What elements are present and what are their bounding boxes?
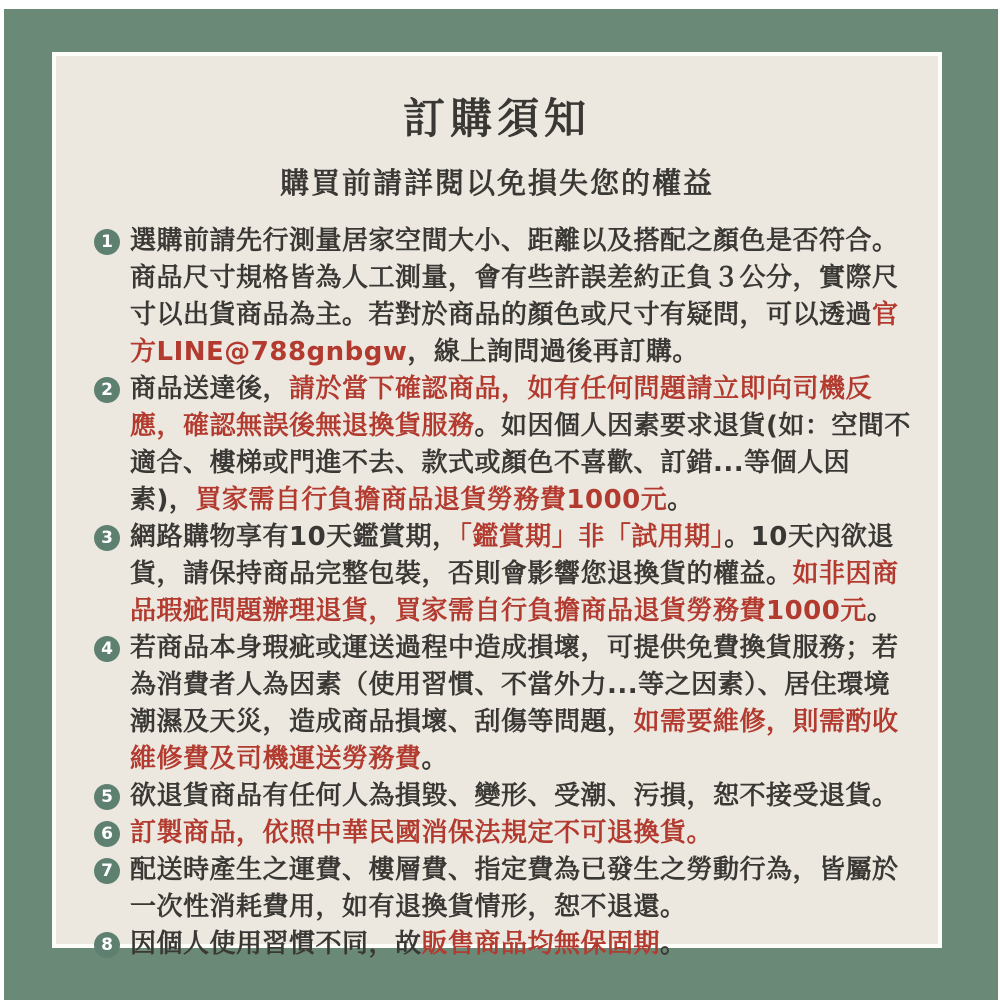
highlight-text: 買家需自行負擔商品退貨勞務費1000元 [195, 485, 668, 515]
highlight-text: 「鑑賞期」非「試用期」 [458, 522, 725, 552]
notice-item-1 [94, 223, 914, 371]
item-number-badge: 6 [94, 821, 120, 847]
body-text: 。 [660, 929, 687, 959]
green-frame [4, 9, 998, 1000]
body-text: 網路購物享有10天鑑賞期， [130, 522, 459, 552]
highlight-text: 訂製商品，依照中華民國消保法規定不可退換貨。 [130, 818, 714, 848]
notice-item-7 [94, 852, 914, 926]
highlight-text: 如需要維修，則需酌收維修費及司機運送勞務費 [130, 707, 899, 774]
notice-item-2 [94, 371, 914, 519]
highlight-text: 官方LINE@788gnbgw [130, 300, 899, 367]
body-text: 因個人使用習慣不同，故 [130, 929, 422, 959]
body-text: 欲退貨商品有任何人為損毀、變形、受潮、污損，恕不接受退貨。 [130, 781, 899, 811]
page-subtitle: 購買前請詳閱以免損失您的權益 [279, 166, 714, 200]
body-text: 配送時產生之運費、樓層費、指定費為已發生之勞動行為，皆屬於一次性消耗費用，如有退換貨情形，恕不退還。 [130, 855, 899, 922]
item-number-badge: 8 [94, 932, 120, 958]
body-text: 若商品本身瑕疵或運送過程中造成損壞，可提供免費換貨服務；若為消費者人為因素（使用習慣、不當外力...等之因素）、居住環境潮濕及天災，造成商品損壞、刮傷等問題， [130, 633, 899, 737]
highlight-text: 販售商品均無保固期 [421, 929, 661, 959]
notice-item-4 [94, 630, 914, 778]
body-text: ，線上詢問過後再訂購。 [407, 337, 699, 367]
notice-panel [52, 52, 942, 959]
item-number-badge: 3 [94, 525, 120, 551]
item-text [130, 630, 914, 778]
notice-item-6 [94, 815, 914, 852]
item-text [130, 519, 914, 630]
item-text [130, 852, 914, 926]
item-text [130, 778, 914, 815]
body-text: 。 [421, 744, 449, 774]
notice-item-5 [94, 778, 914, 815]
body-text: 。如因個人因素要求退貨(如：空間不適合、樓梯或門進不去、款式或顏色不喜歡、訂錯...等個人因素)， [130, 411, 911, 515]
body-text: 。 [667, 485, 694, 515]
highlight-text: 請於當下確認商品，如有任何問題請立即向司機反應，確認無誤後無退換貨服務 [130, 374, 873, 441]
item-text [130, 371, 914, 519]
page-title: 訂購須知 [402, 94, 591, 143]
item-number-badge: 2 [94, 377, 120, 403]
notice-list [94, 223, 914, 963]
notice-item-8 [94, 926, 914, 963]
item-text [130, 926, 914, 963]
item-text [130, 815, 914, 852]
body-text: 。10天內欲退貨，請保持商品完整包裝，否則會影響您退換貨的權益。 [130, 522, 894, 589]
notice-item-3 [94, 519, 914, 630]
item-number-badge: 4 [94, 636, 120, 662]
body-text: 選購前請先行測量居家空間大小、距離以及搭配之顏色是否符合。商品尺寸規格皆為人工測量，會有些許誤差約正負３公分，實際尺寸以出貨商品為主。若對於商品的顏色或尺寸有疑問，可以透過 [130, 226, 899, 330]
highlight-text: 如非因商品瑕疵問題辦理退貨，買家需自行負擔商品退貨勞務費1000元 [130, 559, 899, 626]
body-text: 。 [866, 596, 894, 626]
item-text [130, 223, 914, 371]
item-number-badge: 1 [94, 229, 120, 255]
item-number-badge: 7 [94, 858, 120, 884]
item-number-badge: 5 [94, 784, 120, 810]
body-text: 商品送達後， [130, 374, 290, 404]
